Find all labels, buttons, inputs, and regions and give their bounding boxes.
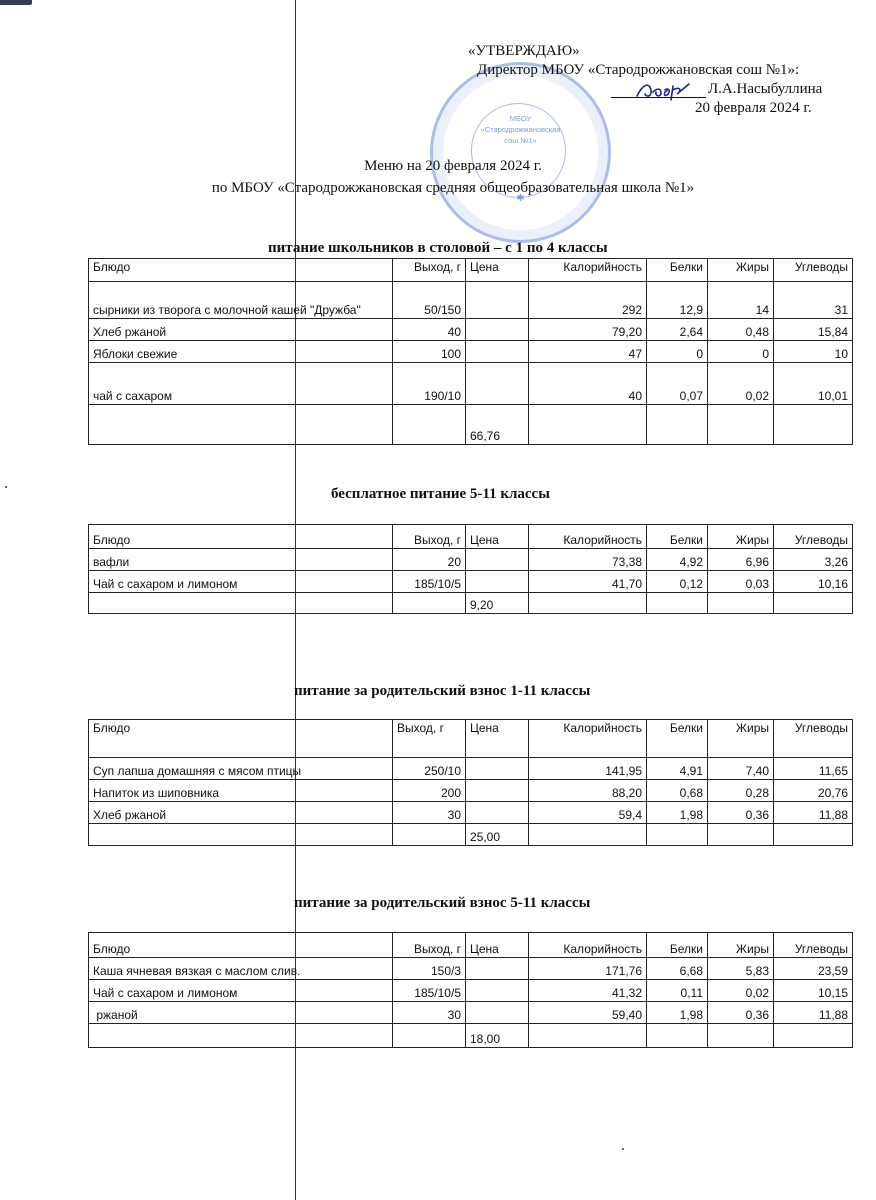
table-header-row xyxy=(89,720,853,758)
col-header-fat: Жиры xyxy=(708,259,774,282)
table-header-row xyxy=(89,259,853,282)
col-header-fat: Жиры xyxy=(708,720,774,758)
table-total-row xyxy=(89,824,853,846)
dish-protein: 0,12 xyxy=(647,571,708,593)
handwritten-signature-icon xyxy=(633,80,693,102)
dish-name: Чай с сахаром и лимоном xyxy=(89,571,393,593)
dish-fat: 0,03 xyxy=(708,571,774,593)
stamp-star-icon: ✱ xyxy=(516,193,525,204)
total-price: 9,20 xyxy=(466,593,529,614)
dish-name: Яблоки свежие xyxy=(89,341,393,363)
col-header-protein: Белки xyxy=(647,720,708,758)
table-total-row xyxy=(89,593,853,614)
dish-calories: 59,40 xyxy=(529,1002,647,1024)
col-header-price: Цена xyxy=(466,720,529,758)
dish-price xyxy=(466,341,529,363)
dish-fat: 14 xyxy=(708,282,774,319)
dish-yield: 30 xyxy=(393,802,466,824)
table-row xyxy=(89,282,853,319)
dish-fat: 0,28 xyxy=(708,780,774,802)
official-stamp xyxy=(430,62,611,243)
col-header-calories: Калорийность xyxy=(529,720,647,758)
dish-name: Чай с сахаром и лимоном xyxy=(89,980,393,1002)
col-header-yield: Выход, г xyxy=(393,933,466,958)
dish-yield: 30 xyxy=(393,1002,466,1024)
dish-carbs: 11,65 xyxy=(774,758,853,780)
dish-yield: 100 xyxy=(393,341,466,363)
approval-signatory: Л.А.Насыбуллина xyxy=(708,81,823,97)
col-header-carbs: Углеводы xyxy=(774,720,853,758)
dish-name: Суп лапша домашняя с мясом птицы xyxy=(89,758,393,780)
col-header-yield: Выход, г xyxy=(393,525,466,549)
dish-carbs: 20,76 xyxy=(774,780,853,802)
col-header-protein: Белки xyxy=(647,933,708,958)
dish-price xyxy=(466,1002,529,1024)
dish-calories: 79,20 xyxy=(529,319,647,341)
menu-table-parent-5-11 xyxy=(88,932,853,1048)
col-header-yield: Выход, г xyxy=(393,720,466,758)
col-header-dish: Блюдо xyxy=(89,720,393,758)
dish-yield: 190/10 xyxy=(393,363,466,405)
dish-price xyxy=(466,980,529,1002)
col-header-calories: Калорийность xyxy=(529,525,647,549)
dish-protein: 0,11 xyxy=(647,980,708,1002)
dish-fat: 0,02 xyxy=(708,363,774,405)
menu-table-parent-1-11 xyxy=(88,719,853,846)
dish-yield: 40 xyxy=(393,319,466,341)
dish-calories: 40 xyxy=(529,363,647,405)
dish-yield: 185/10/5 xyxy=(393,980,466,1002)
dish-calories: 59,4 xyxy=(529,802,647,824)
col-header-protein: Белки xyxy=(647,259,708,282)
col-header-calories: Калорийность xyxy=(529,259,647,282)
stamp-center-text: МБОУ «Стародрожжановская сош №1» xyxy=(480,114,561,145)
table-row xyxy=(89,780,853,802)
dish-yield: 150/3 xyxy=(393,958,466,980)
col-header-dish: Блюдо xyxy=(89,259,393,282)
dish-calories: 171,76 xyxy=(529,958,647,980)
dish-yield: 200 xyxy=(393,780,466,802)
section-heading-parent-1-11: питание за родительский взнос 1-11 классы xyxy=(294,683,591,699)
dish-fat: 6,96 xyxy=(708,549,774,571)
dish-price xyxy=(466,319,529,341)
dish-name: вафли xyxy=(89,549,393,571)
table-header-row xyxy=(89,525,853,549)
dish-fat: 5,83 xyxy=(708,958,774,980)
dish-carbs: 10,15 xyxy=(774,980,853,1002)
col-header-yield: Выход, г xyxy=(393,259,466,282)
col-header-carbs: Углеводы xyxy=(774,525,853,549)
dish-calories: 41,32 xyxy=(529,980,647,1002)
table-row xyxy=(89,363,853,405)
dish-yield: 185/10/5 xyxy=(393,571,466,593)
dish-yield: 20 xyxy=(393,549,466,571)
dish-price xyxy=(466,758,529,780)
table-row xyxy=(89,980,853,1002)
dish-protein: 4,92 xyxy=(647,549,708,571)
dish-carbs: 15,84 xyxy=(774,319,853,341)
dish-fat: 0,36 xyxy=(708,802,774,824)
dish-carbs: 23,59 xyxy=(774,958,853,980)
dish-protein: 1,98 xyxy=(647,802,708,824)
dish-name: Хлеб ржаной xyxy=(89,319,393,341)
section-heading-free-5-11: бесплатное питание 5-11 классы xyxy=(331,486,550,502)
dish-carbs: 10 xyxy=(774,341,853,363)
dish-calories: 141,95 xyxy=(529,758,647,780)
dish-protein: 12,9 xyxy=(647,282,708,319)
dish-name: Напиток из шиповника xyxy=(89,780,393,802)
approval-date: 20 февраля 2024 г. xyxy=(695,100,812,116)
approval-heading: «УТВЕРЖДАЮ» xyxy=(468,43,580,59)
table-row xyxy=(89,571,853,593)
dish-price xyxy=(466,571,529,593)
dish-fat: 0 xyxy=(708,341,774,363)
col-header-fat: Жиры xyxy=(708,525,774,549)
dish-protein: 1,98 xyxy=(647,1002,708,1024)
table-row xyxy=(89,319,853,341)
table-header-row xyxy=(89,933,853,958)
approval-position: Директор МБОУ «Стародрожжановская сош №1»: xyxy=(477,62,800,78)
section-heading-1-4-canteen: питание школьников в столовой – с 1 по 4 классы xyxy=(268,240,608,256)
table-row xyxy=(89,549,853,571)
table-row xyxy=(89,758,853,780)
document-title: Меню на 20 февраля 2024 г. xyxy=(364,158,542,174)
scan-speck xyxy=(5,486,7,488)
col-header-dish: Блюдо xyxy=(89,525,393,549)
col-header-price: Цена xyxy=(466,933,529,958)
dish-price xyxy=(466,282,529,319)
dish-calories: 47 xyxy=(529,341,647,363)
dish-protein: 0,68 xyxy=(647,780,708,802)
dish-carbs: 10,01 xyxy=(774,363,853,405)
table-total-row xyxy=(89,1024,853,1048)
menu-table-1-4-canteen xyxy=(88,258,853,445)
dish-fat: 0,48 xyxy=(708,319,774,341)
dish-name: чай с сахаром xyxy=(89,363,393,405)
col-header-price: Цена xyxy=(466,259,529,282)
table-row xyxy=(89,958,853,980)
dish-yield: 250/10 xyxy=(393,758,466,780)
scan-speck xyxy=(622,1148,624,1150)
dish-fat: 0,36 xyxy=(708,1002,774,1024)
section-heading-parent-5-11: питание за родительский взнос 5-11 классы xyxy=(294,895,591,911)
dish-calories: 73,38 xyxy=(529,549,647,571)
col-header-carbs: Углеводы xyxy=(774,259,853,282)
dish-carbs: 31 xyxy=(774,282,853,319)
table-row xyxy=(89,341,853,363)
dish-protein: 2,64 xyxy=(647,319,708,341)
dish-calories: 88,20 xyxy=(529,780,647,802)
dish-price xyxy=(466,802,529,824)
dish-yield: 50/150 xyxy=(393,282,466,319)
document-subtitle: по МБОУ «Стародрожжановская средняя общеобразовательная школа №1» xyxy=(211,180,695,196)
dish-fat: 7,40 xyxy=(708,758,774,780)
dish-price xyxy=(466,363,529,405)
table-row xyxy=(89,1002,853,1024)
dish-carbs: 11,88 xyxy=(774,1002,853,1024)
col-header-fat: Жиры xyxy=(708,933,774,958)
dish-protein: 0 xyxy=(647,341,708,363)
col-header-price: Цена xyxy=(466,525,529,549)
dish-protein: 4,91 xyxy=(647,758,708,780)
total-price: 25,00 xyxy=(466,824,529,846)
total-price: 18,00 xyxy=(466,1024,529,1048)
dish-price xyxy=(466,549,529,571)
col-header-dish: Блюдо xyxy=(89,933,393,958)
dish-fat: 0,02 xyxy=(708,980,774,1002)
col-header-protein: Белки xyxy=(647,525,708,549)
menu-table-free-5-11 xyxy=(88,524,853,614)
dish-name: ржаной xyxy=(89,1002,393,1024)
dish-carbs: 3,26 xyxy=(774,549,853,571)
dish-carbs: 10,16 xyxy=(774,571,853,593)
dish-calories: 292 xyxy=(529,282,647,319)
dish-price xyxy=(466,958,529,980)
col-header-carbs: Углеводы xyxy=(774,933,853,958)
dish-price xyxy=(466,780,529,802)
scan-corner-artifact xyxy=(0,0,32,5)
dish-protein: 0,07 xyxy=(647,363,708,405)
table-total-row xyxy=(89,405,853,445)
dish-name: Хлеб ржаной xyxy=(89,802,393,824)
dish-name: Каша ячневая вязкая с маслом слив. xyxy=(89,958,393,980)
dish-carbs: 11,88 xyxy=(774,802,853,824)
col-header-calories: Калорийность xyxy=(529,933,647,958)
table-row xyxy=(89,802,853,824)
total-price: 66,76 xyxy=(466,405,529,445)
dish-protein: 6,68 xyxy=(647,958,708,980)
dish-calories: 41,70 xyxy=(529,571,647,593)
dish-name: сырники из творога с молочной кашей "Дружба" xyxy=(89,282,393,319)
